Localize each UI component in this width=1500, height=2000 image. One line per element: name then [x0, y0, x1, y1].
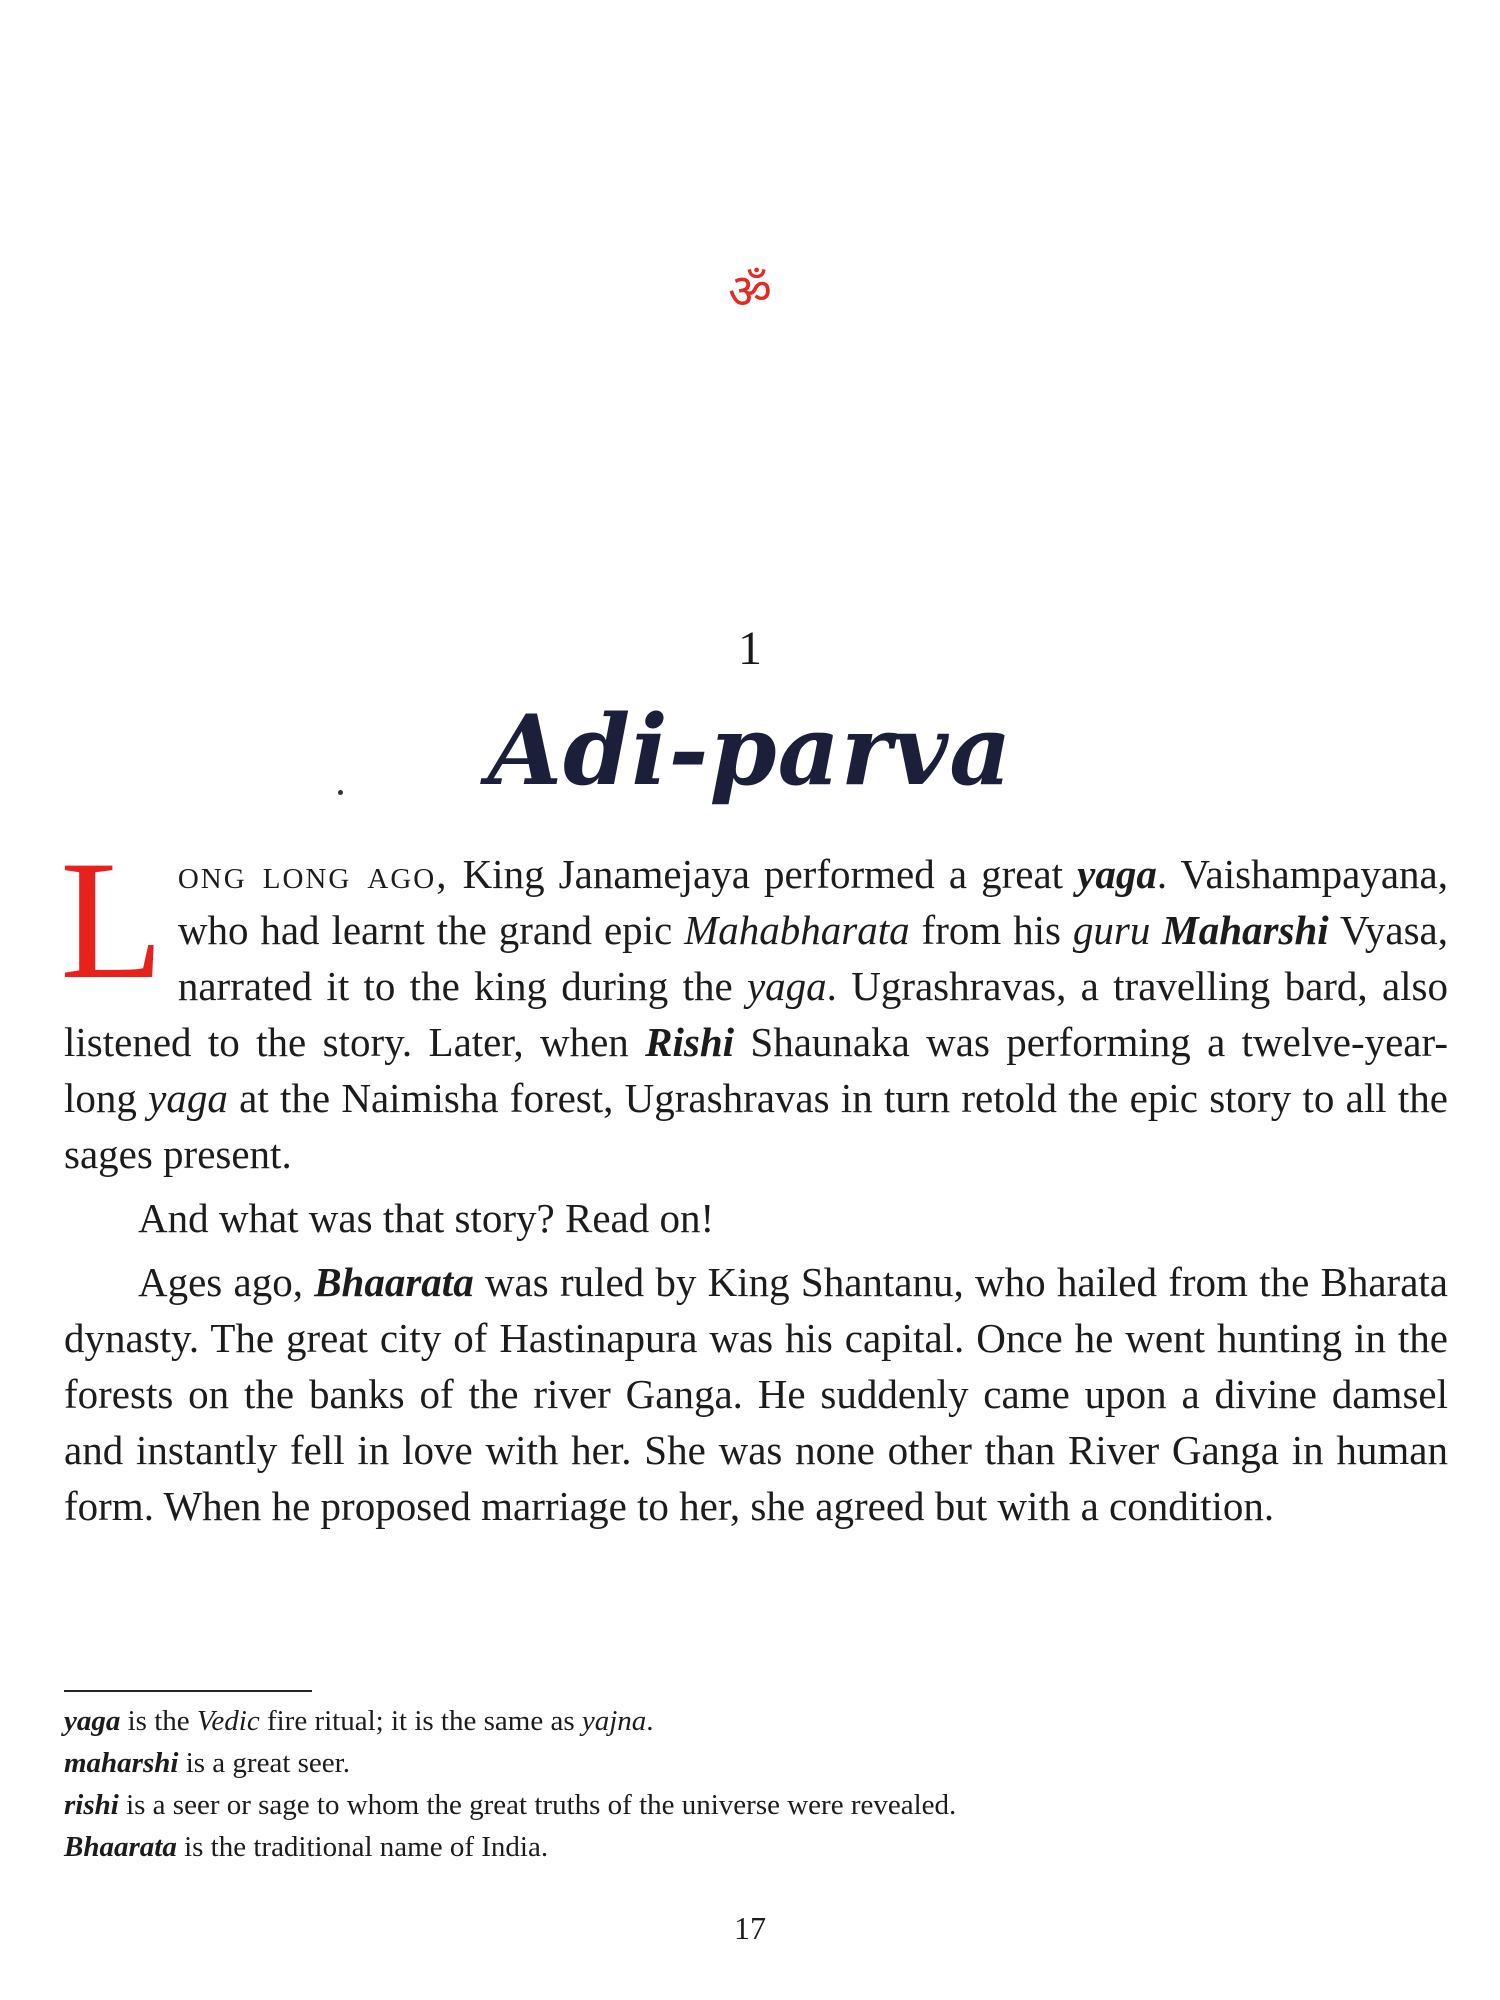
footnote-term: rishi	[64, 1789, 119, 1821]
italic-term: yaga	[746, 963, 827, 1009]
text-run	[1150, 907, 1162, 953]
text-run: at the Naimisha forest, Ugrashravas in turn retold the epic story to all the sages present.	[64, 1075, 1448, 1177]
page-number: 17	[734, 1910, 766, 1946]
stray-dot	[338, 790, 343, 795]
body-text	[60, 826, 1449, 1542]
footnote-text: is a great seer.	[178, 1747, 350, 1779]
glossary-term: Bhaarata	[314, 1259, 474, 1305]
glossary-term: Maharshi	[1162, 907, 1329, 953]
footnote-text: is a seer or sage to whom the great truths of the universe were revealed.	[118, 1789, 957, 1821]
paragraph-3	[64, 1254, 1448, 1534]
footnotes	[64, 1700, 1444, 1868]
text-run: . Ugrashravas, a travelling bard, also listened to the story. Later, when	[64, 963, 1449, 1065]
footnote-divider	[64, 1690, 312, 1692]
opening-smallcaps: ong long ago,	[177, 851, 449, 897]
footnote-text: is the	[120, 1705, 197, 1737]
glossary-term: yaga	[1077, 851, 1157, 897]
glossary-term: Rishi	[645, 1019, 735, 1065]
footnote-text: is the traditional name of India.	[176, 1831, 549, 1863]
footnote-italic: Vedic	[196, 1705, 260, 1737]
italic-term: yaga	[148, 1075, 228, 1121]
footnote-bhaarata	[64, 1826, 1444, 1868]
text-run: King Janamejaya performed a great	[448, 851, 1078, 897]
drop-cap: L	[60, 826, 164, 1014]
text-run: . Vaishampayana, who had learnt the grand epic	[177, 851, 1448, 953]
footnote-italic: yajna	[581, 1705, 647, 1737]
footnote-rishi	[64, 1784, 1444, 1826]
text-run: was ruled by King Shantanu, who hailed from the Bharata dynasty. The great city of Hastinapura was his capital. Once he went hunting in the forests on the banks of the river Ganga. He suddenly came upon a divine damsel and instantly fell in love with her. She was none other than River Ganga in human form. When he proposed marriage to her, she agreed but with a condition.	[64, 1259, 1448, 1529]
paragraph-2: And what was that story? Read on!	[138, 1195, 715, 1241]
footnote-text: .	[646, 1705, 654, 1737]
footnote-text: fire ritual; it is the same as	[259, 1705, 582, 1737]
chapter-number: 1	[738, 622, 762, 675]
italic-term: guru	[1072, 907, 1151, 953]
text-run: Vyasa, narrated it to the king during the	[177, 907, 1448, 1009]
footnote-term: Bhaarata	[64, 1831, 177, 1863]
footnote-term: maharshi	[64, 1747, 179, 1779]
footnote-yaga	[64, 1700, 1444, 1742]
text-run: Shaunaka was performing a twelve-year-long	[64, 1019, 1448, 1121]
italic-term: Mahabharata	[684, 907, 910, 953]
text-run: from his	[909, 907, 1073, 953]
om-symbol: ॐ	[728, 264, 772, 320]
footnote-maharshi	[64, 1742, 1444, 1784]
paragraph-1	[60, 826, 1449, 1182]
chapter-title: Adi-parva	[487, 694, 1013, 807]
text-run: Ages ago,	[138, 1259, 315, 1305]
footnote-term: yaga	[64, 1705, 121, 1737]
